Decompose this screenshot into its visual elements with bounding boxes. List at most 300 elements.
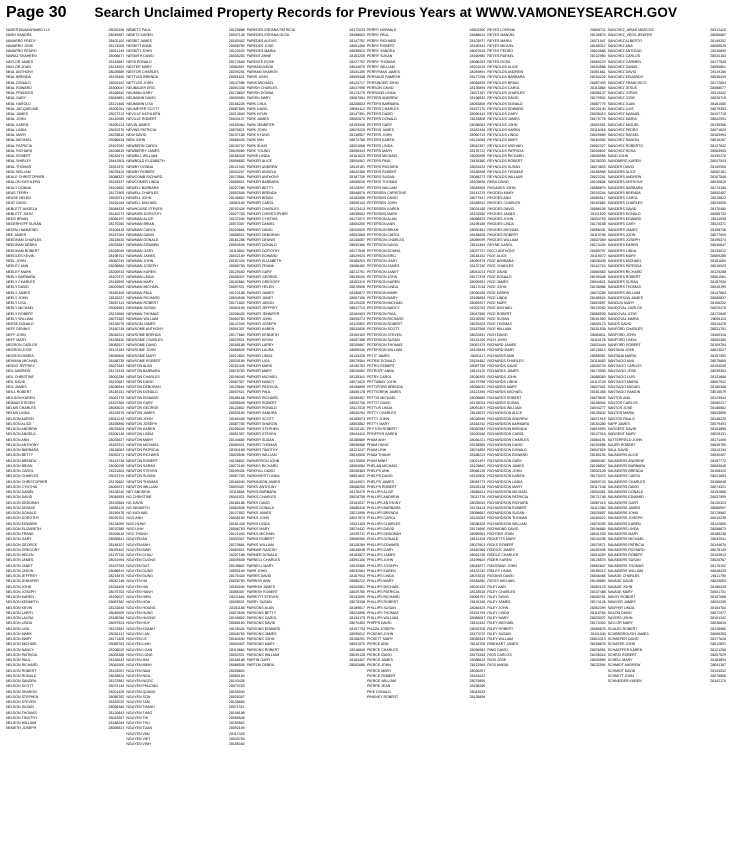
property-id: 28051466: [349, 43, 365, 48]
property-id: 28160022: [589, 516, 606, 521]
owner-name: PHILLIPS PATRICIA: [367, 589, 400, 594]
property-id: 28176034: [469, 400, 486, 405]
owner-name: SANCHEZ MIGUEL: [607, 122, 640, 127]
property-id: 28040294: [349, 411, 365, 416]
property-id: 28031751: [710, 327, 726, 332]
owner-name: NELSON LAURA: [6, 616, 34, 620]
owner-name: SANCHEZ LUIS: [607, 106, 634, 111]
property-id: 28058344: [349, 148, 365, 153]
owner-name: RIGGINS DAVID: [487, 574, 514, 578]
owner-name: PERRYMAN JAMES: [367, 70, 400, 74]
owner-name: REYNOLDS PATRICIA: [487, 148, 524, 153]
owner-name: PAREDES JOSE: [246, 43, 274, 48]
owner-name: NEWSOME CHARLES: [126, 337, 163, 342]
owner-name: NELSON JEFFREY: [6, 574, 38, 578]
property-id: 28095545: [228, 400, 245, 405]
property-id: 28046307: [228, 274, 245, 279]
owner-name: PARKER WILLIAM: [246, 453, 277, 458]
owner-name: NESBITT JOHN: [126, 49, 152, 53]
property-id: 28233810: [108, 133, 125, 137]
owner-name: NG MICHAEL: [126, 511, 149, 515]
property-id: 28197718: [710, 112, 726, 116]
owner-name: NELSON PATRICIA: [6, 652, 38, 657]
property-id: 28083467: [589, 458, 606, 463]
owner-name: NGUYEN LE: [126, 637, 147, 641]
owner-name: PARKS LINDA: [246, 521, 270, 526]
property-id: 28036981: [469, 647, 486, 652]
property-id: 28160980: [469, 54, 486, 59]
property-id: 28116849: [349, 647, 365, 652]
property-id: 28086482: [349, 264, 365, 269]
property-id: 28898711: [590, 28, 606, 32]
owner-name: PARKS BARBARA: [246, 490, 277, 494]
owner-name: NAYLOR JAMES: [6, 59, 34, 64]
property-id: 28052545: [228, 190, 245, 195]
property-id: 28119385: [349, 563, 365, 568]
owner-name: PARENT ANNE: [246, 54, 272, 59]
property-id: 28119181: [349, 164, 365, 169]
owner-name: SANCHEZ CARMEN: [607, 59, 641, 64]
property-id: 28038413: [589, 112, 606, 116]
property-id: 28163037: [349, 500, 365, 505]
property-id: 28090366: [349, 243, 365, 248]
property-id: 28044877: [469, 563, 486, 568]
owner-name: PETERS WILLIAM: [367, 185, 397, 190]
property-id: 28053805: [469, 101, 486, 106]
property-id: 28078149: [710, 547, 726, 552]
owner-name: SANDOVAL CARLOS: [607, 306, 643, 311]
owner-name: PARKS DAVID: [246, 500, 270, 505]
property-id: 28070454: [349, 621, 365, 626]
owner-name: PARK DAVID: [246, 106, 268, 111]
property-id: 28149252: [710, 38, 726, 43]
property-id: 28042357: [469, 143, 486, 148]
owner-name: NEWBOLD ELIZABETH: [126, 159, 165, 164]
property-id: 28195711: [349, 532, 365, 536]
owner-name: NEWKIRK DOROTHY: [126, 211, 162, 216]
owner-name: PERRY PAUL: [367, 33, 390, 38]
property-id: 28132950: [589, 54, 606, 59]
owner-name: SAPP JAMES: [607, 421, 630, 426]
property-id: 28146802: [228, 563, 245, 568]
owner-name: PARKER DEBORAH: [246, 232, 280, 237]
property-id: 28087019: [589, 500, 606, 505]
property-id: 28081169: [229, 201, 245, 206]
property-id: 28076203: [469, 322, 486, 326]
owner-name: RHEA DAVID: [487, 180, 509, 185]
property-id: 28195374: [710, 238, 726, 242]
owner-name: NEAL JAMES: [6, 112, 28, 116]
owner-name: PARKER DOROTHY: [246, 248, 280, 253]
owner-name: SANTIAGO CARLOS: [607, 364, 642, 368]
property-id: 28068253: [469, 59, 486, 64]
property-id: 28164040: [228, 584, 245, 589]
property-id: 28178602: [228, 91, 245, 95]
property-id: 28085067: [469, 616, 486, 620]
property-id: 28174126: [589, 600, 606, 605]
property-id: 28399124: [108, 122, 125, 127]
owner-name: NEAL EDWARD: [6, 85, 32, 90]
property-id: 28048909: [469, 185, 486, 190]
property-id: 28064191: [589, 437, 606, 442]
property-id: 28049069: [228, 148, 245, 153]
property-id: 28047714: [349, 306, 365, 311]
owner-name: PARKER MARK: [246, 364, 273, 368]
owner-name: RICHARDSON GARY: [487, 458, 523, 463]
owner-name: REYNOLDS MARY: [487, 138, 519, 143]
owner-name: NEWCOMB RICHARD: [126, 175, 163, 179]
property-id: 28078338: [349, 600, 365, 605]
property-id: 28031994: [108, 558, 125, 563]
property-id: 28181426: [228, 521, 245, 526]
owner-name: PARENTE ROSE: [246, 59, 275, 64]
owner-name: PETERSEN KAREN: [367, 206, 400, 211]
property-id: 28165890: [108, 421, 125, 426]
owner-name: PETERS MARY: [367, 148, 393, 153]
property-id: 28173090: [589, 369, 606, 374]
owner-name: RIGGS MICHAEL: [487, 579, 516, 584]
owner-name: SANCHEZ ROSA: [607, 148, 636, 153]
owner-name: NEWSOM JAMES: [126, 322, 156, 326]
owner-name: REYNOLDS CHARLES: [487, 91, 525, 95]
property-id: 28118708: [469, 642, 486, 647]
property-id: 28057529: [710, 652, 726, 657]
property-id: 28176426: [228, 574, 245, 578]
property-id: 28073259: [589, 290, 606, 295]
property-id: 28122881: [108, 626, 125, 631]
property-id: 28165654: [469, 295, 486, 300]
property-id: 28071921: [228, 705, 245, 710]
property-id: 28154704: [710, 605, 726, 610]
property-id: 28138586: [469, 442, 486, 447]
property-id: 28186326: [228, 154, 245, 158]
owner-name: PETRO ROBERT: [367, 364, 395, 368]
property-id: 28195802: [228, 616, 245, 620]
property-id: 28030289: [469, 290, 486, 295]
property-id: 28033037: [589, 616, 606, 620]
owner-name: PERSAUD RAMESH: [367, 75, 401, 80]
owner-name: PARK JENNIFER: [246, 122, 275, 127]
owner-name: SCHNEIDER KAREN: [607, 679, 642, 683]
owner-name: NELSON KEVIN: [6, 605, 33, 610]
property-id: 28096968: [349, 442, 365, 447]
owner-name: SANDERS BRENDA: [607, 190, 641, 195]
property-id: 28075783: [228, 369, 245, 374]
owner-name: PARKER JOHN: [246, 316, 272, 321]
owner-name: RHYNE CAROL: [487, 243, 513, 248]
property-id: 28184993: [349, 311, 365, 316]
owner-name: SANTIAGO MIGUEL: [607, 385, 641, 389]
owner-name: PARK YOUNG: [246, 148, 270, 153]
property-id: 28035283: [228, 54, 245, 59]
owner-name: PARKHILL DAVID: [246, 469, 275, 473]
property-id: 28079639: [589, 395, 606, 400]
owner-name: SANTOS ANA: [607, 395, 631, 400]
property-id: 28121247: [349, 448, 365, 452]
owner-name: PETERS RICHARD: [367, 164, 399, 169]
property-id: 28115764: [590, 610, 606, 615]
owner-name: SANTIAGO MARIA: [607, 379, 639, 384]
property-id: 28200915: [108, 269, 125, 274]
owner-name: NEWELL MICHAEL: [126, 201, 158, 206]
property-id: 28056431: [589, 227, 606, 232]
owner-name: RICHARDSON RICHARD: [487, 500, 529, 505]
property-id: 28177378: [469, 274, 486, 279]
property-id: 28098134: [349, 201, 365, 206]
owner-name: PETERSON PAUL: [367, 311, 397, 316]
property-id: 28151188: [229, 605, 245, 610]
property-id: 28113442: [710, 91, 726, 95]
owner-name: SANDERS LINDA: [607, 248, 637, 253]
property-id: 28204501: [349, 584, 365, 589]
property-id: 28040783: [228, 736, 245, 741]
owner-name: SANTIAGO JOSE: [607, 369, 637, 374]
property-id: 28190783: [349, 364, 365, 368]
property-id: 28128297: [349, 185, 365, 190]
property-id: 28073352: [108, 316, 125, 321]
records-column: [247, 28, 365, 860]
owner-name: SAUNDERS JOSEPH: [607, 516, 643, 521]
owner-name: NEEL JOHN: [6, 259, 26, 263]
property-id: 28123026: [228, 49, 245, 53]
property-id: 28066597: [710, 505, 726, 510]
owner-name: NELSON GREGORY: [6, 547, 40, 552]
property-id: 28201405: [108, 689, 125, 694]
owner-name: PARK CHUL: [246, 101, 267, 106]
owner-name: NEWMAN LINDA: [126, 274, 154, 279]
property-id: 28123944: [710, 395, 726, 400]
property-id: 28049545: [228, 558, 245, 563]
property-id: 28119796: [590, 232, 606, 237]
owner-name: NGUYEN LOAN: [126, 647, 153, 652]
property-id: 28170402: [589, 621, 606, 626]
owner-name: PARRY SUSAN: [246, 600, 272, 605]
property-id: 28174184: [710, 185, 726, 190]
owner-name: PARKS CHARLES: [246, 495, 277, 500]
owner-name: NEEDHAM DEBRA: [6, 243, 37, 248]
property-id: 28085271: [469, 175, 486, 179]
property-id: 28026257: [469, 668, 486, 673]
property-id: 28159802: [228, 721, 245, 725]
owner-name: SANDERS EDWARD: [607, 217, 642, 221]
owner-name: SAUNDERS JAMES: [607, 505, 641, 510]
owner-name: RICHARDSON DONALD: [487, 448, 527, 452]
owner-name: PARIS JOHN: [246, 75, 268, 80]
property-id: 28132550: [469, 211, 486, 216]
owner-name: RICH JOHN: [487, 337, 507, 342]
property-id: 28066521: [108, 726, 125, 731]
owner-name: PARKS JOHN: [246, 516, 270, 521]
property-id: 28077213: [108, 112, 125, 116]
owner-name: RIOS MARIA: [487, 663, 509, 668]
owner-name: RHODES ROBERT: [487, 232, 519, 237]
owner-name: PARRISH ROBERT: [246, 589, 278, 594]
owner-name: RICE MARY: [487, 301, 507, 305]
owner-name: NESTOR CHARLES: [126, 70, 159, 74]
property-id: 28107488: [589, 589, 606, 594]
owner-name: RHODES MICHAEL: [487, 227, 520, 232]
property-id: 28128240: [108, 490, 125, 494]
owner-name: SANDERS SUSAN: [607, 280, 639, 284]
owner-name: REYNOLDS KAREN: [487, 127, 521, 132]
owner-name: PERSINGER JOHN: [367, 80, 399, 85]
property-id: 28062847: [589, 563, 606, 568]
owner-name: NEAL GARY: [6, 96, 27, 101]
property-id: 28178962: [710, 511, 726, 515]
owner-name: RILEY MARY: [487, 616, 509, 620]
property-id: 28227792: [349, 59, 365, 64]
owner-name: NGUYEN LAN: [126, 631, 150, 636]
owner-name: NELSON RICHARD: [6, 663, 38, 668]
property-id: 28187568: [469, 327, 486, 332]
owner-name: PIERCE JOHN: [367, 663, 391, 668]
property-id: 28195188: [469, 222, 486, 227]
property-id: 28170152: [710, 563, 726, 568]
property-id: 28145590: [108, 280, 125, 284]
property-id: 28129262: [589, 306, 606, 311]
owner-name: NEWMAN DAVID: [126, 232, 155, 237]
owner-name: PETERS DONALD: [367, 117, 397, 122]
property-id: 28068445: [228, 138, 245, 143]
property-id: 28061561: [710, 274, 726, 279]
property-id: 28182408: [108, 290, 125, 295]
property-id: 28183402: [228, 38, 245, 43]
owner-name: RICH DAVID: [487, 332, 508, 337]
property-id: 28192500: [469, 474, 486, 479]
property-id: 28161366: [589, 390, 606, 395]
property-id: 28084529: [469, 80, 486, 85]
property-id: 28169116: [710, 332, 726, 337]
owner-name: SAVOY ROBERT: [607, 595, 636, 599]
property-id: 28084250: [349, 222, 365, 227]
owner-name: PHILLIPS JAMES: [367, 553, 396, 557]
property-id: 28114328: [469, 537, 486, 542]
owner-name: PHILLIPS ANTHONY: [367, 500, 401, 505]
owner-name: NGUYEN MAI: [126, 658, 149, 662]
owner-name: NEAL RICHARD: [6, 148, 33, 153]
property-id: 28186968: [589, 169, 606, 174]
owner-name: PHILLIPS ROBERT: [367, 600, 399, 605]
property-id: 28084169: [228, 306, 245, 311]
owner-name: NEWMAN JOSEPH: [126, 264, 158, 269]
owner-name: NGUYEN ANH: [126, 542, 150, 547]
owner-name: NEASE HELEN: [6, 196, 31, 200]
owner-name: PETERS LINDA: [367, 143, 393, 148]
owner-name: PARKER LISA: [246, 358, 270, 363]
owner-name: NEWMAN PAUL: [126, 290, 153, 295]
property-id: 28026702: [108, 516, 125, 521]
property-id: 28172840: [710, 311, 726, 316]
property-id: 28154482: [469, 358, 486, 363]
property-id: 28074545: [228, 610, 245, 615]
property-id: 28049769: [710, 442, 726, 447]
owner-name: SANCHEZ MARIA: [607, 117, 637, 122]
owner-name: NGUYEN THANH: [126, 705, 155, 710]
owner-name: PETTY CHARLES: [367, 411, 397, 416]
property-id: 28039669: [469, 395, 486, 400]
property-id: 28096783: [228, 526, 245, 531]
owner-name: RICHMOND DAVID: [487, 526, 519, 531]
property-id: 28121396: [469, 390, 486, 395]
owner-name: PHILLIPS CAROL: [367, 516, 396, 521]
property-id: 28144664: [228, 437, 245, 442]
property-id: 28085316: [349, 505, 365, 510]
property-id: 28128980: [710, 626, 726, 631]
owner-name: RICHARDS LINDA: [487, 379, 518, 384]
property-id: 28202292: [469, 306, 486, 311]
property-id: 28160040: [228, 479, 245, 484]
property-id: 28135341: [349, 374, 365, 379]
owner-name: PARKS MARY: [246, 526, 270, 531]
owner-name: NEWTON STEVEN: [126, 469, 158, 473]
property-id: 28187739: [349, 175, 365, 179]
records-columns: [6, 28, 726, 860]
property-id: 28185040: [228, 742, 245, 746]
owner-name: PARKER BRENDA: [246, 190, 277, 195]
owner-name: RICHARDSON ALICE: [487, 411, 523, 416]
owner-name: NGUYEN HUONG: [126, 616, 156, 620]
property-id: 28041013: [469, 269, 486, 274]
property-id: 28144901: [108, 64, 125, 69]
owner-name: NEELY JOHN: [6, 295, 28, 300]
owner-name: PHAM HUNG: [367, 442, 389, 447]
property-id: 28082181: [710, 169, 726, 174]
owner-name: PHILLIPS BARBARA: [367, 505, 401, 510]
property-id: 28166998: [469, 169, 486, 174]
property-id: 28049851: [108, 96, 125, 101]
owner-name: NG KENNETH: [126, 505, 150, 510]
property-id: 28179758: [469, 379, 486, 384]
property-id: 28180306: [710, 385, 726, 389]
property-id: 28127632: [710, 143, 726, 148]
property-id: 28024585: [589, 49, 606, 53]
property-id: 28032921: [228, 652, 245, 657]
property-id: 28081129: [108, 505, 125, 510]
property-id: 28193244: [589, 190, 606, 195]
property-id: 28036439: [710, 75, 726, 80]
owner-name: NEDRA HAMMOND: [6, 227, 38, 232]
owner-name: PETERS THOMAS: [367, 180, 398, 185]
owner-name: NELSON PAUL: [6, 658, 31, 662]
owner-name: PERRY THOMAS: [367, 59, 396, 64]
property-id: 28055012: [349, 631, 365, 636]
owner-name: NGUYEN HOA: [126, 600, 151, 605]
property-id: 28111098: [710, 217, 726, 221]
property-id: 28034793: [589, 217, 606, 221]
owner-name: RICE WILLIAM: [487, 327, 512, 332]
owner-name: NELSON SCOTT: [6, 684, 34, 689]
property-id: 28178722: [469, 148, 486, 153]
property-id: 28019553: [589, 427, 606, 431]
property-id: 28143426: [228, 679, 245, 683]
owner-name: NEVILLE KATHLEEN: [126, 112, 161, 116]
owner-name: PHILLIPS SUSAN: [367, 605, 396, 610]
owner-name: NESS RONALD: [126, 59, 152, 64]
owner-name: PARR JOHN: [246, 568, 267, 573]
property-id: 28042991: [710, 117, 726, 122]
property-id: 28043277: [589, 406, 606, 410]
owner-name: SCHEID ROBERT: [607, 652, 637, 657]
property-id: 28052399: [589, 605, 606, 610]
owner-name: NGUYEN QUANG: [126, 689, 156, 694]
property-id: 28174275: [349, 91, 365, 95]
property-id: 28098769: [228, 43, 245, 48]
owner-name: RILEY WILLIAM: [487, 637, 514, 641]
owner-name: NELSON AARON: [6, 416, 34, 421]
property-id: 28188312: [589, 43, 606, 48]
property-id: 28054112: [349, 106, 365, 111]
owner-name: NGUYEN HUY: [126, 621, 150, 626]
